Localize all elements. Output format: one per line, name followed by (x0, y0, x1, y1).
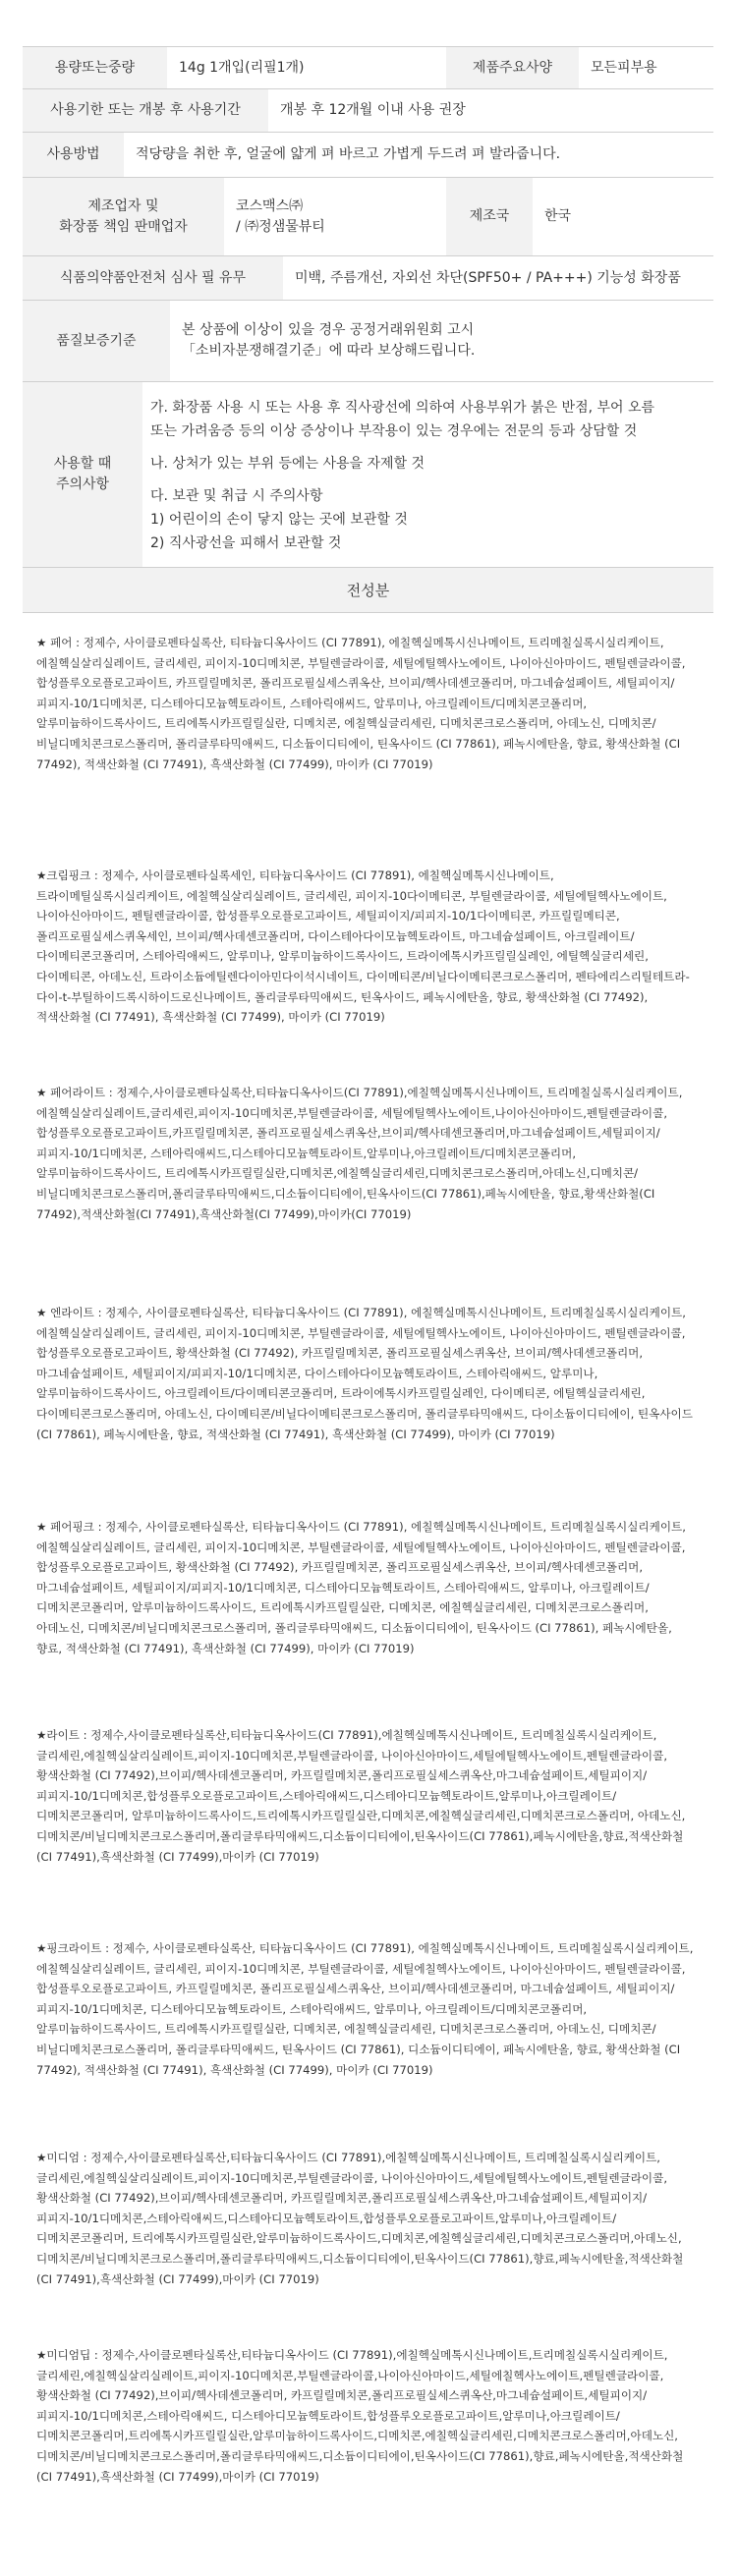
quality-label: 품질보증기준 (23, 301, 170, 381)
mfds-value: 미백, 주름개선, 자외선 차단(SPF50+ / PA+++) 기능성 화장품 (283, 256, 713, 300)
row-expiry (23, 89, 713, 133)
row-manufacturer (23, 178, 713, 256)
ingredient-list-item: ★ 페어 : 정제수, 사이클로펜타실록산, 티타늄디옥사이드 (CI 77891), 에칠헥실메톡시신나메이트, 트리메칠실록시실리케이트, 에칠헥실살리실레이트, 글리세린, 피이지-10디메치콘, 부틸렌글라이콜, 세틸에틸헥사노에이트, 나이아신아마이드, 펜틸렌글라이콜, 합성플루오로플로고파이트, 카프릴릴메치콘, 폴리프로필실세스퀴옥산, 브이피/헥사데센코폴리머, 마그네슘설페이트, 세틸피이지/피피지-10/1디메치콘, 디스테아디모늄헥토라이트, 스테아릭애씨드, 알루미나, 아크릴레이트/디메치콘코폴리머, 알루미늄하이드록사이드, 트리에톡시카프릴릴실란, 디메치콘, 에칠헥실글리세린, 디메치콘크로스폴리머, 아데노신, 디메치콘/비닐디메치콘크로스폴리머, 폴리글루타믹애씨드, 디소듐이디티에이, 틴옥사이드 (CI 77861), 페녹시에탄올, 향료, 황색산화철 (CI 77492), 적색산화철 (CI 77491), 흑색산화철 (CI 77499), 마이카 (CI 77019) (36, 636, 686, 771)
row-quality (23, 301, 713, 382)
ingredient-list-item: ★라이트 : 정제수,사이클로펜타실록산,티타늄디옥사이드(CI 77891),에칠헥실메톡시신나메이트, 트리메칠실록시실리케이트,글리세린,에칠헥실살리실레이트,피이지-10디메치콘,부틸렌글라이콜, 나이아신아마이드,세틸에틸헥사노에이트,펜틸렌글라이콜,황색산화철 (CI 77492),브이피/헥사데센코폴리머, 카프릴릴메치콘,폴리프로필실세스퀴옥산,마그네슘설페이트,세틸피이지/피피지-10/1디메치콘,합성플루오로플로고파이트,스테아릭애씨드,디스테아디모늄헥토라이트,알루미나,아크릴레이트/디메치콘코폴리머, 알루미늄하이드록사이드,트리에톡시카프릴릴실란,디메치콘,에칠헥실글리세린,디메치콘크로스폴리머, 아데노신,디메치콘/비닐디메치콘크로스폴리머,폴리글루타믹애씨드,디소듐이디티에이,틴옥사이드(CI 77861),페녹시에탄올,향료,적색산화철 (CI 77491),흑색산화철 (CI 77499),마이카 (CI 77019) (36, 1728, 686, 1864)
ingredient-list-item: ★ 페어라이트 : 정제수,사이클로펜타실록산,티타늄디옥사이드(CI 77891),에칠헥실메톡시신나메이트, 트리메칠실록시실리케이트,에칠헥실살리실레이트,글리세린,피이지-10디메치콘,부틸렌글라이콜, 세틸에틸헥사노에이트,나이아신아마이드,펜틸렌글라이콜,합성플루오로플로고파이트,카프릴릴메치콘, 폴리프로필실세스퀴옥산,브이피/헥사데센코폴리머,마그네슘설페이트,세틸피이지/피피지-10/1디메치콘, 스테아릭애씨드,디스테아디모늄헥토라이트,알루미나,아크릴레이트/디메치콘코폴리머,알루미늄하이드록사이드, 트리에톡시카프릴릴실란,디메치콘,에칠헥실글리세린,디메치콘크로스폴리머,아데노신,디메치콘/비닐디메치콘크로스폴리머,폴리글루타믹애씨드,디소듐이디티에이,틴옥사이드(CI 77861),페녹시에탄올, 향료,황색산화철(CI 77492),적색산화철(CI 77491),흑색산화철(CI 77499),마이카(CI 77019) (36, 1086, 683, 1221)
row-caution (23, 382, 713, 568)
ingredient-list-item: ★ 엔라이트 : 정제수, 사이클로펜타실록산, 티타늄디옥사이드 (CI 77891), 에칠헥실메톡시신나메이트, 트리메칠실록시실리케이트,에칠헥실살리실레이트, 글리세린, 피이지-10디메치콘, 부틸렌글라이콜, 세틸에틸헥사노에이트, 나이아신아마이드, 펜틸렌글라이콜, 합성플루오로플로고파이트, 황색산화철 (CI 77492), 카프릴릴메치콘, 폴리프로필실세스퀴옥산, 브이피/헥사데센코폴리머, 마그네슘설페이트, 세틸피이지/피피지-10/1디메치콘, 다이스테아다이모늄헥토라이트, 스테아릭애씨드, 알루미나, 알루미늄하이드록사이드, 아크릴레이트/다이메티콘코폴리머, 트라이에톡시카프릴릴실레인, 다이메티콘, 에틸헥실글리세린, 다이메티콘크로스폴리머, 아데노신, 다이메티콘/비닐다이메티콘크로스폴리머, 폴리글루타믹애씨드, 다이소듐이디티에이, 틴옥사이드 (CI 77861), 페녹시에탄올, 향료, 적색산화철 (CI 77491), 흑색산화철 (CI 77499), 마이카 (CI 77019) (36, 1306, 693, 1441)
spec-label: 제품주요사양 (446, 47, 579, 88)
expiry-label: 사용기한 또는 개봉 후 사용기간 (23, 89, 268, 132)
capacity-label: 용량또는중량 (23, 47, 167, 88)
usage-value: 적당량을 취한 후, 얼굴에 얇게 펴 바르고 가볍게 두드려 펴 발라줍니다. (124, 133, 713, 177)
caution-item: 나. 상처가 있는 부위 등에는 사용을 자제할 것 (150, 456, 425, 472)
ingredient-list-item: ★미디엄 : 정제수,사이클로펜타실록산,티타늄디옥사이드 (CI 77891),에칠헥실메톡시신나메이트, 트리메칠실록시실리케이트,글리세린,에칠헥실살리실레이트,피이지-10디메치콘,부틸렌글라이콜, 나이아신아마이드,세틸에틸헥사노에이트,펜틸렌글라이콜,황색산화철 (CI 77492),브이피/헥사데센코폴리머, 카프릴릴메치콘,폴리프로필실세스퀴옥산,마그네슘설페이트,세틸피이지/피피지-10/1디메치콘,스테아릭애씨드,디스테아디모늄헥토라이트,합성플루오로플로고파이트,알루미나,아크릴레이트/디메치콘코폴리머, 트리에톡시카프릴릴실란,알루미늄하이드록사이드,디메치콘,에칠헥실글리세린,디메치콘크로스폴리머,아데노신,디메치콘/비닐디메치콘크로스폴리머,폴리글루타믹애씨드,디소듐이디티에이,틴옥사이드(CI 77861),향료,페녹시에탄올,적색산화철 (CI 77491),흑색산화철 (CI 77499),마이카 (CI 77019) (36, 2151, 684, 2286)
row-usage (23, 133, 713, 178)
manufacturer-value: 코스맥스㈜ / ㈜정샘물뷰티 (224, 178, 446, 255)
ingredient-list-item: ★크림핑크 : 정제수, 사이클로펜타실록세인, 티타늄디옥사이드 (CI 77891), 에칠헥실메톡시신나메이트, 트라이메틸실록시실리케이트, 에칠헥실살리실레이트, 글리세린, 피이지-10다이메티콘, 부틸렌글라이콜, 세틸에틸헥사노에이트, 나이아신아마이드, 펜틸렌글라이콜, 합성플루오로플로고파이트, 세틸피이지/피피지-10/1다이메티콘, 카프릴릴메티콘, 폴리프로필실세스퀴옥세인, 브이피/헥사데센코폴리머, 다이스테아다이모늄헥토라이트, 마그네슘설페이트, 아크릴레이트/다이메티콘코폴리머, 스테아릭애씨드, 알루미나, 알루미늄하이드록사이드, 트라이에톡시카프릴릴실레인, 에틸헥실글리세린, 다이메티콘, 아데노신, 트라이소듐에틸렌다이아민다이석시네이트, 다이메티콘/비닐다이메티콘크로스폴리머, 펜타에리스리틸테트라-다이-t-부틸하이드록시하이드로신나메이트, 폴리글루타믹애씨드, 틴옥사이드, 페녹시에탄올, 향료, 황색산화철 (CI 77492), 적색산화철 (CI 77491), 흑색산화철 (CI 77499), 마이카 (CI 77019) (36, 868, 690, 1025)
product-info-sheet (23, 46, 713, 2534)
ingredients-title: 전성분 (23, 568, 713, 613)
quality-value: 본 상품에 이상이 있을 경우 공정거래위원회 고시 「소비자분쟁해결기준」에 따라 보상해드립니다. (170, 301, 713, 381)
country-value: 한국 (533, 178, 713, 255)
ingredient-list-item: ★ 페어핑크 : 정제수, 사이클로펜타실록산, 티타늄디옥사이드 (CI 77891), 에칠헥실메톡시신나메이트, 트리메칠실록시실리케이트, 에칠헥실살리실레이트, 글리세린, 피이지-10디메치콘, 부틸렌글라이콜, 세틸에틸헥사노에이트, 나이아신아마이드, 펜틸렌글라이콜, 합성플루오로플로고파이트, 황색산화철 (CI 77492), 카프릴릴메치콘, 폴리프로필실세스퀴옥산, 브이피/헥사데센코폴리머, 마그네슘설페이트, 세틸피이지/피피지-10/1디메치콘, 디스테아디모늄헥토라이트, 스테아릭애씨드, 알루미나, 아크릴레이트/디메치콘코폴리머, 알루미늄하이드록사이드, 트리에톡시카프릴릴실란, 디메치콘, 에칠헥실글리세린, 디메치콘크로스폴리머, 아데노신, 디메치콘/비닐디메치콘크로스폴리머, 폴리글루타믹애씨드, 디소듐이디티에이, 틴옥사이드 (CI 77861), 페녹시에탄올, 향료, 적색산화철 (CI 77491), 흑색산화철 (CI 77499), 마이카 (CI 77019) (36, 1520, 686, 1655)
spec-value: 모든피부용 (579, 47, 713, 88)
caution-list (142, 382, 713, 567)
row-mfds (23, 256, 713, 301)
ingredients-body (23, 613, 713, 2534)
mfds-label: 식품의약품안전처 심사 필 유무 (23, 256, 283, 300)
caution-item: 가. 화장품 사용 시 또는 사용 후 직사광선에 의하여 사용부위가 붉은 반점, 부어 오름 또는 가려움증 등의 이상 증상이나 부작용이 있는 경우에는 전문의 등과 상담할 것 (150, 400, 655, 439)
caution-label: 사용할 때 주의사항 (23, 382, 142, 567)
capacity-value: 14g 1개입(리필1개) (167, 47, 446, 88)
country-label: 제조국 (446, 178, 533, 255)
ingredient-list-item: ★미디엄딥 : 정제수,사이클로펜타실록산,티타늄디옥사이드 (CI 77891),에칠헥실메톡시신나메이트,트리메칠실록시실리케이트,글리세린,에칠헥실살리실레이트,피이지-10디메치콘,부틸렌글라이콜,나이아신아마이드,세틸에칠헥사노에이트,펜틸렌글라이콜,황색산화철 (CI 77492),브이피/헥사데센코폴리머, 카프릴릴메치콘,폴리프로필실세스퀴옥산,마그네슘설페이트,세틸피이지/피피지-10/1디메치콘,스테아릭애씨드, 디스테아디모늄헥토라이트,합성플루오로플로고파이트,알루미나,아크릴레이트/디메치콘코폴리머,트리에톡시카프릴릴실란,알루미늄하이드록사이드,디메치콘,에칠헥실글리세린,디메치콘크로스폴리머,아데노신,디메치콘/비닐디메치콘크로스폴리머,폴리글루타믹애씨드,디소듐이디티에이,틴옥사이드(CI 77861),향료,페녹시에탄올,적색산화철 (CI 77491),흑색산화철 (CI 77499),마이카 (CI 77019) (36, 2348, 684, 2484)
row-capacity (23, 47, 713, 89)
manufacturer-label: 제조업자 및 화장품 책임 판매업자 (23, 178, 224, 255)
caution-item: 다. 보관 및 취급 시 주의사항 1) 어린이의 손이 닿지 않는 곳에 보관할 것 2) 직사광선을 피해서 보관할 것 (150, 488, 408, 551)
ingredient-list-item: ★핑크라이트 : 정제수, 사이클로펜타실록산, 티타늄디옥사이드 (CI 77891), 에칠헥실메톡시신나메이트, 트리메칠실록시실리케이트, 에칠헥실살리실레이트, 글리세린, 피이지-10디메치콘, 부틸렌글라이콜, 세틸에칠헥사노에이트, 나이아신아마이드, 펜틸렌글라이콜, 합성플루오로플로고파이트, 카프릴릴메치콘, 폴리프로필실세스퀴옥산, 브이피/헥사데센코폴리머, 마그네슘설페이트, 세틸피이지/피피지-10/1디메치콘, 디스테아디모늄헥토라이트, 스테아릭애씨드, 알루미나, 아크릴레이트/디메치콘코폴리머, 알루미늄하이드록사이드, 트리에톡시카프릴릴실란, 디메치콘, 에칠헥실글리세린, 디메치콘크로스폴리머, 아데노신, 디메치콘/비닐디메치콘크로스폴리머, 폴리글루타믹애씨드, 틴옥사이드 (CI 77861), 디소듐이디티에이, 페녹시에탄올, 향료, 황색산화철 (CI 77492), 적색산화철 (CI 77491), 흑색산화철 (CI 77499), 마이카 (CI 77019) (36, 1941, 694, 2077)
usage-label: 사용방법 (23, 133, 124, 177)
expiry-value: 개봉 후 12개월 이내 사용 권장 (268, 89, 713, 132)
